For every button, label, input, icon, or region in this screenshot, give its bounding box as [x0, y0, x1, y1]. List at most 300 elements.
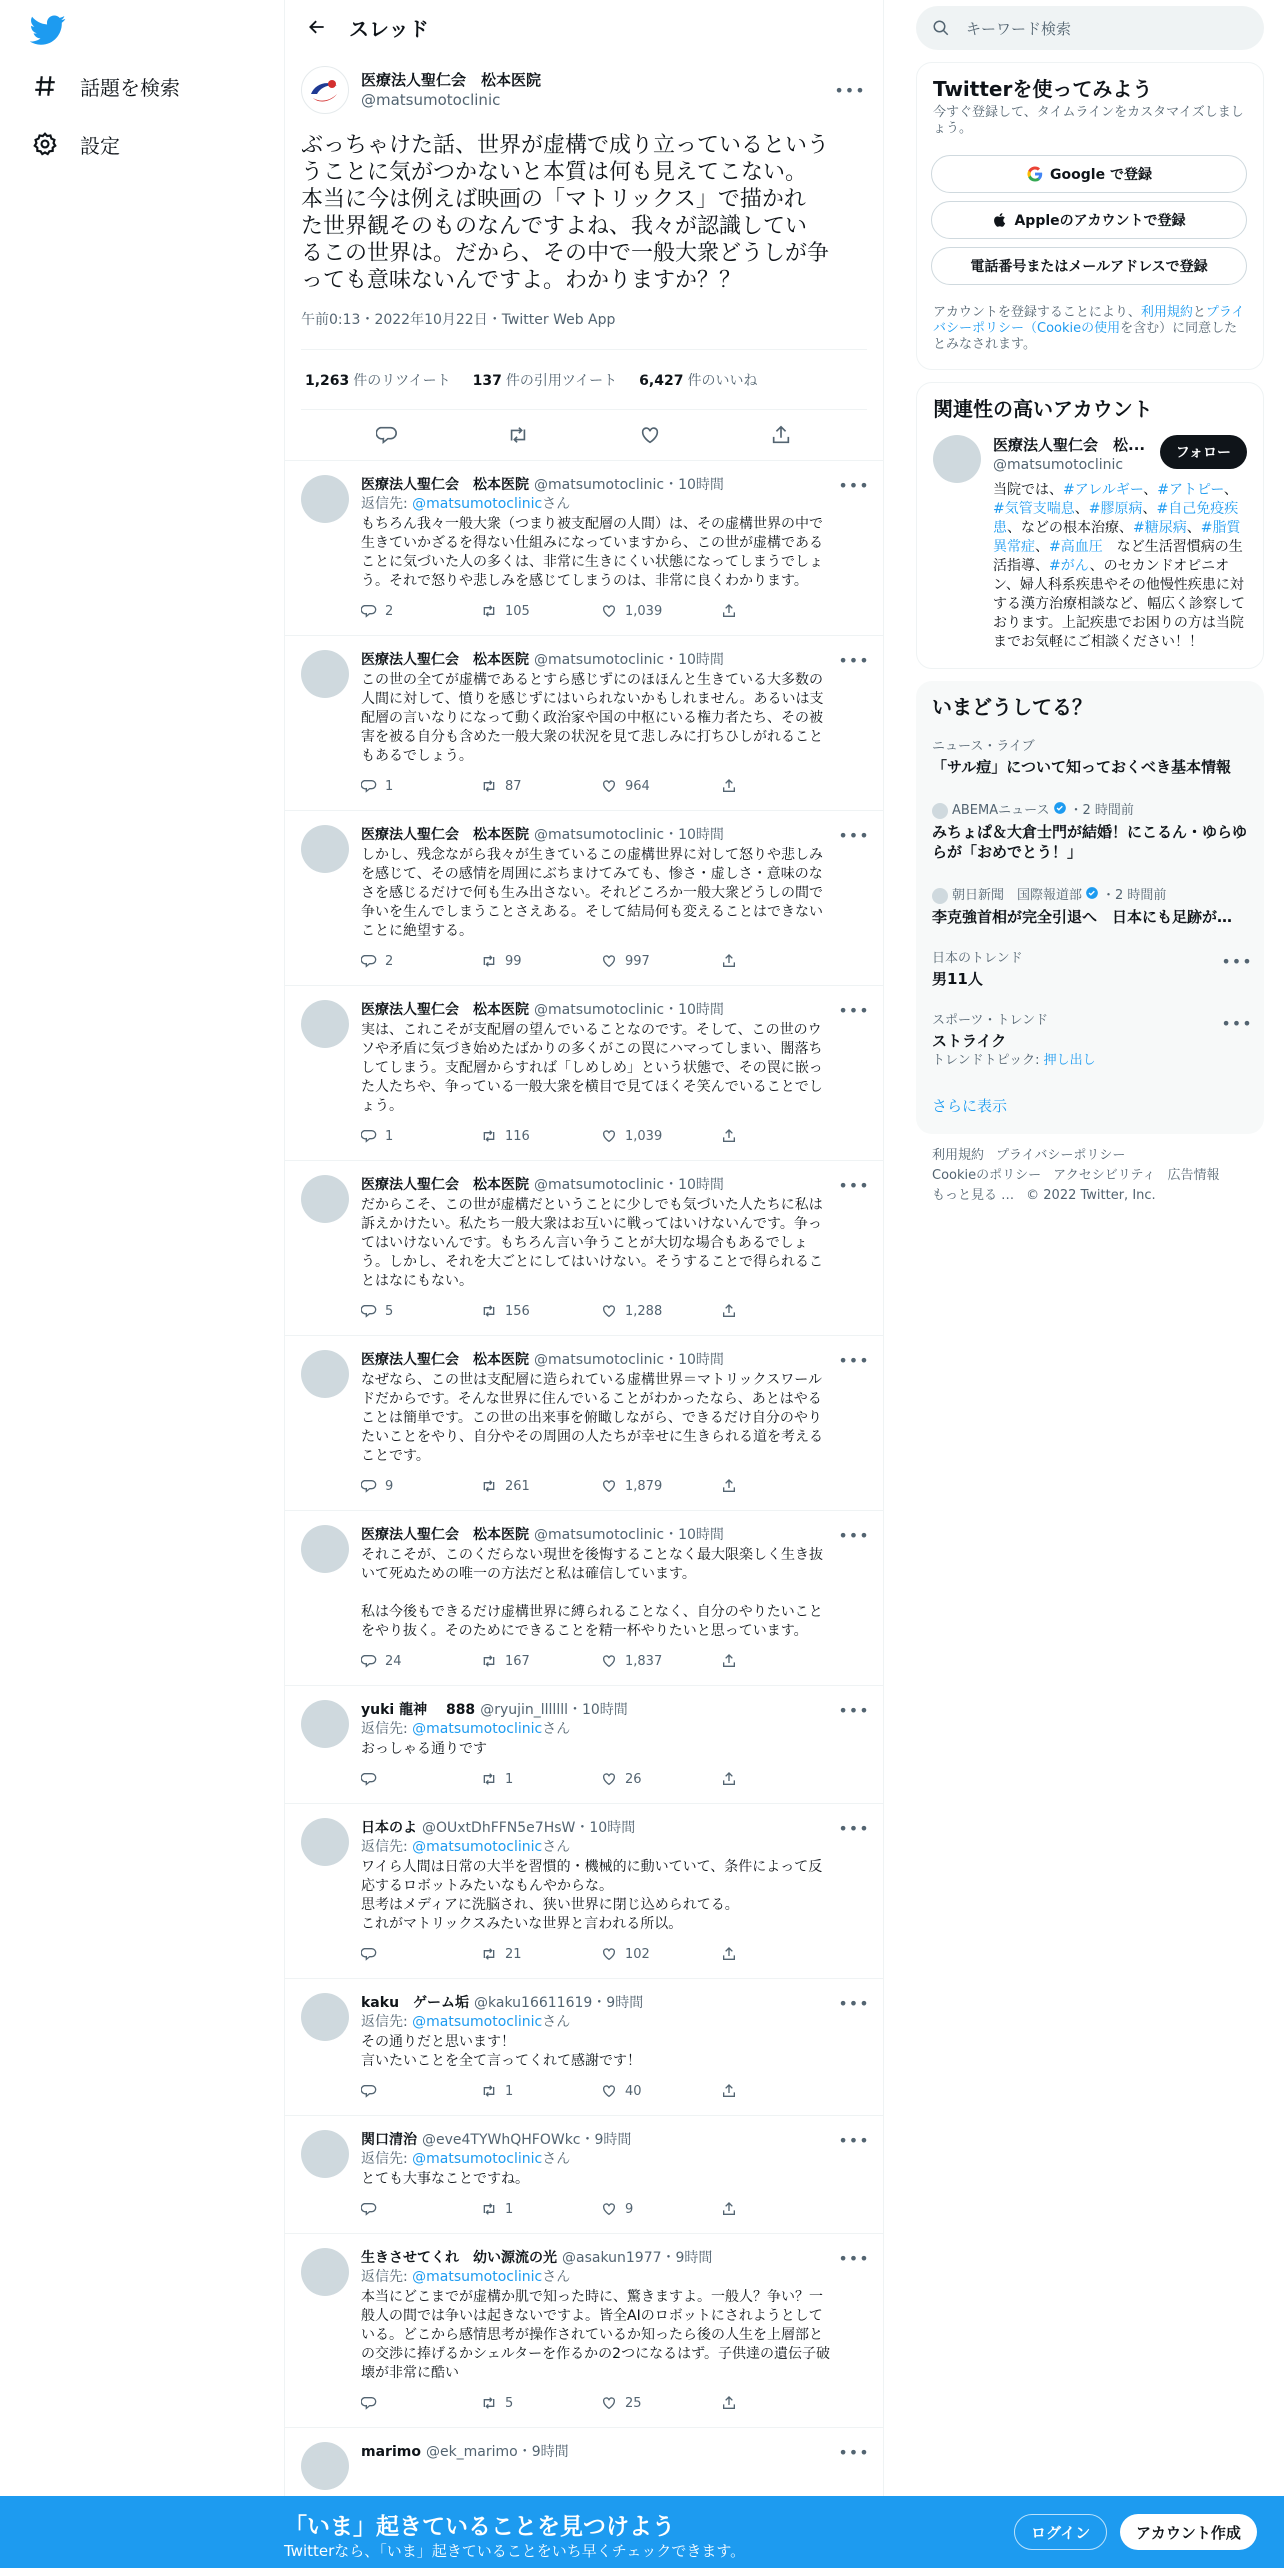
like-icon: [601, 1946, 625, 1962]
bio-text: 、: [1186, 520, 1201, 536]
nav-explore[interactable]: [30, 62, 180, 110]
reply-author-name[interactable]: 医療法人聖仁会 松本医院: [361, 827, 529, 843]
reply-button[interactable]: [361, 2395, 481, 2411]
like-icon: [601, 2395, 625, 2411]
retweet-icon: [481, 1653, 505, 1669]
avatar[interactable]: [301, 825, 349, 873]
reply-icon: [361, 2083, 385, 2099]
terms-link[interactable]: 利用規約: [1140, 305, 1193, 320]
verified-icon: [1053, 801, 1067, 820]
reply-button[interactable]: 1: [361, 778, 481, 794]
retweet-count[interactable]: 1,263 件のリツイート: [305, 372, 451, 389]
like-icon: [601, 1653, 625, 1669]
reply-button[interactable]: [361, 1946, 481, 1962]
bottom-title: 「いま」起きていることを見つけよう: [284, 2514, 675, 2540]
avatar[interactable]: [933, 435, 981, 483]
reply-time[interactable]: ・10時間: [664, 1352, 724, 1368]
share-button[interactable]: [721, 1771, 745, 1787]
main-tweet: [285, 54, 883, 461]
reply-actions: [361, 2387, 867, 2419]
retweet-icon: [481, 1771, 505, 1787]
share-button[interactable]: [721, 1478, 745, 1494]
copyright: © 2022 Twitter, Inc.: [1026, 1188, 1156, 1203]
share-icon: [721, 603, 745, 619]
like-button[interactable]: 964: [601, 778, 721, 794]
reply-button[interactable]: [361, 2083, 481, 2099]
reply-to-link[interactable]: @matsumotoclinic: [412, 496, 543, 512]
avatar[interactable]: [301, 1000, 349, 1048]
reply-actions: [361, 1295, 867, 1327]
page-title: スレッド: [349, 16, 429, 41]
retweet-button[interactable]: 167: [481, 1653, 601, 1669]
like-button[interactable]: 1,039: [601, 603, 721, 619]
google-signup-button[interactable]: Google で登録: [931, 155, 1247, 193]
reply-author-handle[interactable]: @matsumotoclinic: [534, 1352, 665, 1368]
reply-icon: [361, 1303, 385, 1319]
hashtag-link[interactable]: #気管支喘息: [993, 501, 1075, 517]
privacy-link[interactable]: プライバシーポリシー: [933, 305, 1245, 336]
hashtag-link[interactable]: #アレルギー: [1063, 482, 1144, 498]
footer-link[interactable]: もっと見る …: [932, 1188, 1015, 1203]
like-icon[interactable]: [632, 417, 668, 453]
share-button[interactable]: [721, 2395, 745, 2411]
avatar[interactable]: [301, 1525, 349, 1573]
retweet-icon: [481, 1478, 505, 1494]
reply-text: もちろん我々一般大衆（つまり被支配層の人間）は、その虚構世界の中で 生きていかざるを得ない仕組みになっていますから、この世が虚構である ことに気づいた人の多くは、非常に生きにくい状態になってしまうでしょ う。それで怒りや悲しみを感じてしまうのは、非常に良くわかります。: [361, 516, 823, 589]
avatar[interactable]: [301, 1818, 349, 1866]
like-button[interactable]: 9: [601, 2201, 721, 2217]
quote-count[interactable]: 137 件の引用ツイート: [472, 372, 618, 389]
share-button[interactable]: [721, 2201, 745, 2217]
nav-settings[interactable]: [30, 120, 120, 168]
share-icon: [721, 953, 745, 969]
like-icon: [601, 1303, 625, 1319]
retweet-icon: [481, 1303, 505, 1319]
retweet-icon: [481, 953, 505, 969]
like-button[interactable]: 1,039: [601, 1128, 721, 1144]
like-button[interactable]: 1,288: [601, 1303, 721, 1319]
reply-author-name[interactable]: marimo: [361, 2444, 421, 2460]
related-accounts-box: [916, 382, 1264, 669]
gear-icon: [30, 129, 60, 159]
reply-to: 返信先: @matsumotoclinicさん: [361, 1721, 571, 1737]
reply-tweet[interactable]: [285, 636, 883, 811]
share-button[interactable]: [721, 953, 745, 969]
avatar[interactable]: [301, 1993, 349, 2041]
share-icon: [721, 1653, 745, 1669]
more-icon[interactable]: •••: [838, 825, 870, 845]
avatar[interactable]: [301, 2130, 349, 2178]
share-button[interactable]: [721, 603, 745, 619]
signup-desc: 今すぐ登録して、タイムラインをカスタマイズしましょう。: [933, 105, 1244, 136]
more-icon[interactable]: •••: [1221, 1013, 1253, 1033]
bio-text: 、のセカンドオピニオン、婦人科系疾患やその他慢性疾患に対する漢方治療相談など、幅広く診察しております。上記疾患でお困りの方は当院までお気軽にご相談ください！！: [993, 558, 1245, 650]
hashtag-link[interactable]: #膠原病: [1088, 501, 1143, 517]
reply-button[interactable]: 2: [361, 953, 481, 969]
more-icon[interactable]: •••: [838, 650, 870, 670]
footer-link[interactable]: アクセシビリティ: [1053, 1168, 1156, 1183]
avatar[interactable]: [301, 66, 349, 114]
retweet-button[interactable]: 116: [481, 1128, 601, 1144]
like-icon: [601, 953, 625, 969]
avatar[interactable]: [301, 1175, 349, 1223]
reply-tweet[interactable]: [285, 1979, 883, 2116]
search-icon: [932, 19, 950, 37]
reply-button[interactable]: [361, 2201, 481, 2217]
trends-title: いまどうしてる？: [932, 695, 1092, 719]
reply-text: とても大事なことですね。: [361, 2171, 529, 2187]
retweet-icon: [481, 1946, 505, 1962]
reply-tweet[interactable]: [285, 1686, 883, 1804]
avatar[interactable]: [301, 1700, 349, 1748]
tweet-meta[interactable]: 午前0:13・2022年10月22日・Twitter Web App: [301, 310, 867, 350]
hashtag-link[interactable]: #アトピー: [1157, 482, 1224, 498]
reply-time[interactable]: ・10時間: [575, 1820, 636, 1836]
reply-button[interactable]: [361, 1771, 481, 1787]
share-icon: [721, 1946, 745, 1962]
signup-legal: アカウントを登録することにより、利用規約とプライバシーポリシー（Cookieの使用を含む）に同意したとみなされます。: [933, 305, 1245, 352]
share-button[interactable]: [721, 1128, 745, 1144]
more-icon[interactable]: •••: [838, 2130, 870, 2150]
bio-text: 、などの根本治療、: [1007, 520, 1133, 536]
hashtag-link[interactable]: #自己免疫疾患: [993, 501, 1239, 536]
reply-author-name[interactable]: 関口清治: [361, 2132, 417, 2148]
apple-signup-button[interactable]: Appleのアカウントで登録: [931, 201, 1247, 239]
trends-box: [916, 681, 1264, 1134]
retweet-button[interactable]: 21: [481, 1946, 601, 1962]
signup-button[interactable]: アカウント作成: [1120, 2514, 1257, 2550]
like-icon: [601, 1478, 625, 1494]
reply-icon: [361, 953, 385, 969]
like-button[interactable]: 997: [601, 953, 721, 969]
reply-time[interactable]: ・10時間: [664, 1177, 724, 1193]
share-button[interactable]: [721, 1946, 745, 1962]
reply-author-handle[interactable]: @ryujin_lllllll: [480, 1702, 568, 1718]
share-button[interactable]: [721, 1653, 745, 1669]
reply-to-link[interactable]: @matsumotoclinic: [412, 1721, 543, 1737]
reply-button[interactable]: 9: [361, 1478, 481, 1494]
share-icon: [721, 1303, 745, 1319]
reply-to-link[interactable]: @matsumotoclinic: [412, 2014, 543, 2030]
reply-icon: [361, 1478, 385, 1494]
bio-text: 当院では、: [993, 482, 1063, 498]
reply-author-handle[interactable]: @matsumotoclinic: [534, 1177, 665, 1193]
reply-author-name[interactable]: 日本のよ: [361, 1820, 417, 1836]
reply-author-handle[interactable]: @OUxtDhFFN5e7HsW: [422, 1820, 576, 1836]
reply-time[interactable]: ・10時間: [664, 827, 724, 843]
trend-item[interactable]: 朝日新聞 国際報道部 ・2 時間前 李克強首相が完全引退へ 日本にも足跡が…: [932, 887, 1233, 926]
reply-time[interactable]: ・9時間: [580, 2132, 632, 2148]
reply-actions: [361, 1645, 867, 1677]
like-icon: [601, 603, 625, 619]
reply-text: 実は、これこそが支配層の望んでいることなのです。そして、この世のウ ソや矛盾に気づき始めたばかりの多くがこの罠にハマってしまい、闇落ち してしまう。支配層からすれば「しめしめ」という状態で、その罠に嵌っ た人たちや、争っている一般大衆を横目で見てほくそ笑んでいることでし ょう。: [361, 1022, 823, 1114]
more-icon[interactable]: •••: [838, 1993, 870, 2013]
related-name[interactable]: 医療法人聖仁会 松...: [993, 436, 1146, 454]
reply-author-handle[interactable]: @matsumotoclinic: [534, 477, 665, 493]
footer-link[interactable]: 広告情報: [1167, 1168, 1220, 1183]
related-title: 関連性の高いアカウント: [933, 397, 1153, 421]
more-icon[interactable]: •••: [838, 1700, 870, 1720]
retweet-button[interactable]: 105: [481, 603, 601, 619]
reply-icon: [361, 2201, 385, 2217]
reply-to: 返信先: @matsumotoclinicさん: [361, 2014, 571, 2030]
reply-button[interactable]: 1: [361, 1128, 481, 1144]
bio-text: 、: [1142, 501, 1157, 517]
more-icon[interactable]: •••: [838, 475, 870, 495]
reply-author-handle[interactable]: @matsumotoclinic: [534, 1002, 665, 1018]
bio-text: 、: [1035, 539, 1049, 555]
retweet-button[interactable]: 1: [481, 1771, 601, 1787]
reply-tweet[interactable]: [285, 2116, 883, 2234]
more-icon[interactable]: •••: [834, 80, 866, 100]
phone-email-signup-button[interactable]: 電話番号またはメールアドレスで登録: [931, 247, 1247, 285]
retweet-button[interactable]: 1: [481, 2201, 601, 2217]
reply-text: なぜなら、この世は支配層に造られている虚構世界＝マトリックスワール ドだからです。そんな世界に住んでいることがわかったなら、あとはやる ことは簡単です。この世の出来事を俯瞰しながら、できるだけ自分のやり たいことをやり、自分やその周囲の人たちが幸せに生きられる道を考える ことです。: [361, 1372, 823, 1464]
share-icon: [721, 1128, 745, 1144]
reply-list: [285, 461, 883, 2499]
reply-author-handle[interactable]: @asakun1977: [562, 2250, 662, 2266]
cookie-link[interactable]: （Cookieの使用: [1024, 321, 1121, 336]
avatar[interactable]: [301, 1350, 349, 1398]
reply-text: それこそが、このくだらない現世を後悔することなく最大限楽しく生き抜 いて死ぬための唯一の方法だと私は確信しています。 私は今後もできるだけ虚構世界に縛られることなく、自分のやりたいこと をやり抜く。そのためにできることを精一杯やりたいと思っています。: [361, 1547, 823, 1639]
reply-text: だからこそ、この世が虚構だということに少しでも気づいた人たちに私は 訴えかけたい。私たち一般大衆はお互いに戦ってはいけないんです。争っ てはいけないんです。もちろん言い争うことが大切な場合もあるでしょ う。しかし、それを大ごとにしてはいけない。そうすることで得られるこ とはなにもない。: [361, 1197, 823, 1289]
thread-header: [285, 0, 883, 54]
author-handle[interactable]: @matsumotoclinic: [361, 91, 501, 109]
retweet-button[interactable]: 261: [481, 1478, 601, 1494]
retweet-button[interactable]: 99: [481, 953, 601, 969]
more-icon[interactable]: •••: [838, 1818, 870, 1838]
like-button[interactable]: 1,837: [601, 1653, 721, 1669]
hashtag-icon: [30, 71, 60, 101]
reply-author-name[interactable]: yuki 龍神 888: [361, 1702, 476, 1718]
share-icon: [721, 2395, 745, 2411]
retweet-button[interactable]: 87: [481, 778, 601, 794]
retweet-icon: [481, 603, 505, 619]
avatar[interactable]: [301, 2442, 349, 2490]
like-count[interactable]: 6,427 件のいいね: [639, 372, 758, 389]
retweet-icon: [481, 2083, 505, 2099]
signup-title: Twitterを使ってみよう: [933, 77, 1153, 101]
related-handle[interactable]: @matsumotoclinic: [993, 457, 1124, 473]
share-button[interactable]: [721, 778, 745, 794]
related-account[interactable]: [917, 423, 1263, 668]
google-icon: [1026, 165, 1044, 183]
footer-links: [916, 1134, 1264, 1218]
right-sidebar: [916, 0, 1264, 1218]
reply-time[interactable]: ・9時間: [661, 2250, 713, 2266]
more-icon[interactable]: •••: [838, 1525, 870, 1545]
footer-link[interactable]: Cookieのポリシー: [932, 1168, 1042, 1183]
like-button[interactable]: 40: [601, 2083, 721, 2099]
reply-author-name[interactable]: 医療法人聖仁会 松本医院: [361, 1177, 529, 1193]
retweet-icon: [481, 2201, 505, 2217]
like-button[interactable]: 1,879: [601, 1478, 721, 1494]
hashtag-link[interactable]: #高血圧: [1049, 539, 1103, 555]
reply-time[interactable]: ・10時間: [567, 1702, 628, 1718]
reply-author-name[interactable]: kaku ゲーム垢: [361, 1995, 470, 2011]
nav-settings-label: 設定: [80, 133, 120, 158]
trend-item[interactable]: ABEMAニュース ・2 時間前 みちょぱ＆大倉士門が結婚！にこるん・ゆらゆらが「おめでとう！」: [932, 802, 1248, 861]
reply-to: 返信先: @matsumotoclinicさん: [361, 2269, 571, 2285]
reply-icon: [361, 1771, 385, 1787]
reply-icon: [361, 778, 385, 794]
reply-author-name[interactable]: 生きさせてくれ 幼い源流の光: [361, 2250, 557, 2266]
nav-explore-label: 話題を検索: [80, 75, 180, 100]
more-icon[interactable]: •••: [838, 2248, 870, 2268]
share-icon: [721, 2201, 745, 2217]
reply-time[interactable]: ・10時間: [664, 477, 724, 493]
share-icon: [721, 778, 745, 794]
reply-tweet[interactable]: [285, 1336, 883, 1511]
apple-icon: [992, 211, 1008, 229]
reply-button[interactable]: 5: [361, 1303, 481, 1319]
reply-time[interactable]: ・9時間: [517, 2444, 569, 2460]
reply-to-link[interactable]: @matsumotoclinic: [412, 2269, 543, 2285]
avatar[interactable]: [301, 2248, 349, 2296]
reply-icon[interactable]: [369, 417, 405, 453]
follow-button[interactable]: フォロー: [1160, 435, 1247, 469]
reply-actions: [361, 945, 867, 977]
reply-icon: [361, 1128, 385, 1144]
trend-item[interactable]: 日本のトレンド 男11人 •••: [932, 951, 1253, 988]
reply-tweet[interactable]: [285, 2234, 883, 2428]
reply-to-link[interactable]: @matsumotoclinic: [412, 2151, 543, 2167]
reply-actions: [361, 1120, 867, 1152]
footer-link[interactable]: プライバシーポリシー: [996, 1148, 1126, 1163]
trend-item[interactable]: ニュース・ライブ 「サル痘」について知っておくべき基本情報: [932, 739, 1231, 776]
more-icon[interactable]: •••: [838, 1000, 870, 1020]
reply-actions: [361, 1938, 867, 1970]
reply-author-handle[interactable]: @eve4TYWhQHFOWkc: [422, 2132, 581, 2148]
share-button[interactable]: [721, 2083, 745, 2099]
like-button[interactable]: 26: [601, 1771, 721, 1787]
reply-tweet[interactable]: [285, 1511, 883, 1686]
reply-author-name[interactable]: 医療法人聖仁会 松本医院: [361, 652, 529, 668]
share-icon: [721, 2083, 745, 2099]
source-avatar: [932, 888, 948, 904]
avatar[interactable]: [301, 650, 349, 698]
reply-icon: [361, 1653, 385, 1669]
reply-actions: [361, 595, 867, 627]
reply-icon: [361, 603, 385, 619]
verified-icon: [1085, 886, 1099, 905]
reply-tweet[interactable]: [285, 1161, 883, 1336]
retweet-icon: [481, 1128, 505, 1144]
reply-author-handle[interactable]: @kaku16611619: [474, 1995, 593, 2011]
reply-tweet[interactable]: [285, 461, 883, 636]
avatar[interactable]: [301, 475, 349, 523]
bottom-subtitle: Twitterなら、「いま」起きていることをいち早くチェックできます。: [284, 2542, 746, 2560]
reply-author-name[interactable]: 医療法人聖仁会 松本医院: [361, 1527, 529, 1543]
reply-tweet[interactable]: [285, 2428, 883, 2499]
hashtag-link[interactable]: #糖尿病: [1133, 520, 1187, 536]
reply-time[interactable]: ・10時間: [664, 1002, 724, 1018]
reply-author-handle[interactable]: @ek_marimo: [425, 2444, 518, 2460]
trend-item[interactable]: スポーツ・トレンド ストライク トレンドトピック: 押し出し •••: [932, 1013, 1253, 1068]
reply-actions: [361, 770, 867, 802]
retweet-icon: [481, 2395, 505, 2411]
reply-icon: [361, 1946, 385, 1962]
like-icon: [601, 2083, 625, 2099]
reply-author-name[interactable]: 医療法人聖仁会 松本医院: [361, 1352, 529, 1368]
bio-text: など生活習慣病の生活指導、: [993, 539, 1243, 574]
bio-text: 、: [1074, 501, 1089, 517]
reply-time[interactable]: ・10時間: [664, 1527, 724, 1543]
like-button[interactable]: 102: [601, 1946, 721, 1962]
search-placeholder: キーワード検索: [966, 19, 1072, 38]
reply-to: 返信先: @matsumotoclinicさん: [361, 496, 571, 512]
reply-author-name[interactable]: 医療法人聖仁会 松本医院: [361, 1002, 529, 1018]
reply-icon: [361, 2395, 385, 2411]
related-bio: [993, 481, 1247, 652]
reply-text: ワイら人間は日常の大半を習慣的・機械的に動いていて、条件によって反 応するロボットみたいなもんやからな。 思考はメディアに洗脳され、狭い世界に閉じ込められてる。 これがマトリックスみたいな世界と言われる所以。: [361, 1859, 823, 1932]
reply-actions: [361, 2075, 867, 2107]
reply-actions: [361, 2193, 867, 2225]
reply-author-handle[interactable]: @matsumotoclinic: [534, 827, 665, 843]
reply-time[interactable]: ・10時間: [664, 652, 724, 668]
more-icon[interactable]: •••: [838, 1350, 870, 1370]
show-more-link[interactable]: さらに表示: [932, 1097, 1008, 1115]
more-icon[interactable]: •••: [838, 2442, 870, 2462]
reply-button[interactable]: 24: [361, 1653, 481, 1669]
login-button[interactable]: ログイン: [1014, 2514, 1107, 2550]
reply-text: しかし、残念ながら我々が生きているこの虚構世界に対して怒りや悲しみ を感じて、その感情を周囲にぶちまけてみても、惨さ・虚しさ・意味のな さを感じるだけで何も生み出さない。それどころか一般大衆どうしの間で 争いを生んでしまうことさえある。そして結局何も変えることはできない ことに絶望する。: [361, 847, 823, 939]
source-avatar: [932, 803, 948, 819]
like-icon: [601, 2201, 625, 2217]
retweet-button[interactable]: 156: [481, 1303, 601, 1319]
reply-actions: [361, 1763, 867, 1795]
retweet-icon[interactable]: [500, 417, 536, 453]
retweet-button[interactable]: 1: [481, 2083, 601, 2099]
reply-actions: [361, 1470, 867, 1502]
reply-author-handle[interactable]: @matsumotoclinic: [534, 652, 665, 668]
reply-time[interactable]: ・9時間: [592, 1995, 644, 2011]
reply-button[interactable]: 2: [361, 603, 481, 619]
footer-link[interactable]: 利用規約: [932, 1148, 985, 1163]
search-box[interactable]: [916, 6, 1264, 50]
back-arrow-icon[interactable]: [299, 9, 335, 45]
like-icon: [601, 1771, 625, 1787]
reply-to: 返信先: @matsumotoclinicさん: [361, 1839, 571, 1855]
share-icon[interactable]: [763, 417, 799, 453]
hashtag-link[interactable]: #脂質異常症: [993, 520, 1241, 555]
reply-text: その通りだと思います！ 言いたいことを全て言ってくれて感謝です！: [361, 2034, 641, 2069]
reply-to: 返信先: @matsumotoclinicさん: [361, 2151, 571, 2167]
clinic-logo-icon: [305, 70, 345, 110]
share-icon: [721, 1478, 745, 1494]
signup-box: [916, 62, 1264, 370]
hashtag-link[interactable]: #がん: [1049, 558, 1090, 574]
more-icon[interactable]: •••: [1221, 951, 1253, 971]
bottom-signup-bar: [0, 2496, 1284, 2568]
retweet-button[interactable]: 5: [481, 2395, 601, 2411]
share-icon: [721, 1771, 745, 1787]
bio-text: 、: [1223, 482, 1238, 498]
reply-author-name[interactable]: 医療法人聖仁会 松本医院: [361, 477, 529, 493]
reply-tweet[interactable]: [285, 811, 883, 986]
tweet-text: ぶっちゃけた話、世界が虚構で成り立っているという うことに気がつかないと本質は何も見えてこない。 本当に今は例えば映画の「マトリックス」で描かれ た世界観そのものなんですよね、我々が認識してい るこの世界は。だから、その中で一般大衆どうしが争 っても意味ないんですよ。わかりますか？？: [301, 133, 830, 293]
more-icon[interactable]: •••: [838, 1175, 870, 1195]
share-button[interactable]: [721, 1303, 745, 1319]
twitter-bird-icon[interactable]: [30, 12, 66, 48]
bio-text: 、: [1143, 482, 1158, 498]
author-name[interactable]: 医療法人聖仁会 松本医院: [361, 71, 542, 89]
like-button[interactable]: 25: [601, 2395, 721, 2411]
reply-tweet[interactable]: [285, 986, 883, 1161]
reply-author-handle[interactable]: @matsumotoclinic: [534, 1527, 665, 1543]
reply-tweet[interactable]: [285, 1804, 883, 1979]
reply-to-link[interactable]: @matsumotoclinic: [412, 1839, 543, 1855]
